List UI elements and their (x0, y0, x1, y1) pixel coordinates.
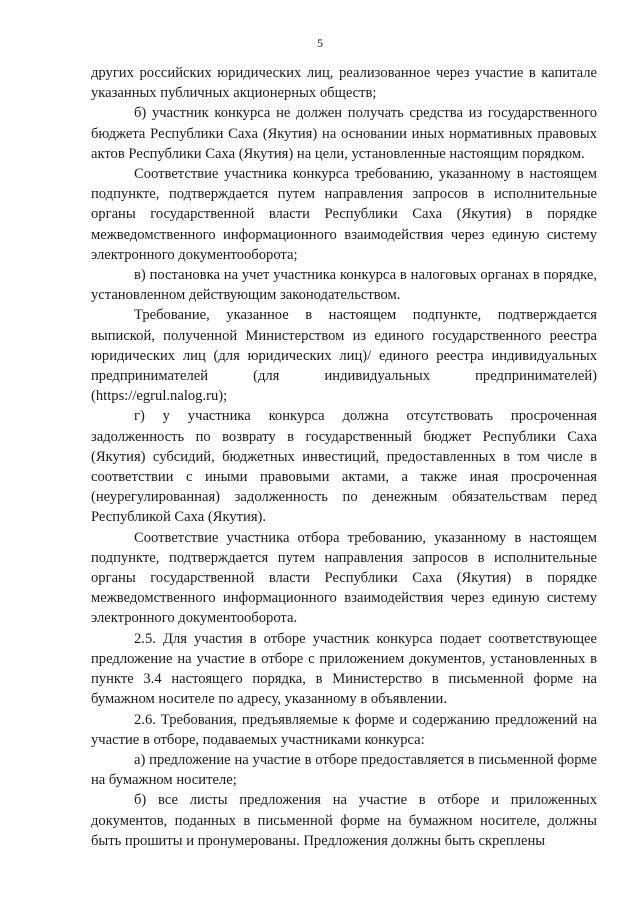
paragraph-item-v: в) постановка на учет участника конкурса в налоговых органах в порядке, установленном действующим законодательством. (91, 267, 597, 304)
paragraph-section-2-6-item-a: а) предложение на участие в отборе предоставляется в письменной форме на бумажном носителе; (91, 751, 597, 789)
paragraph-intro-continuation: других российских юридических лиц, реализованное через участие в капитале указанных публичных акционерных обществ; (91, 65, 597, 102)
paragraph-section-2-5: 2.5. Для участия в отборе участник конкурса подает соответствующее предложение на участие в отборе с приложением документов, установленных в пункте 3.4 настоящего порядка, в Министерство в письменной форме на бумажном носителе по адресу, указанному в объявлении. (91, 630, 597, 708)
paragraph-section-2-6: 2.6. Требования, предъявляемые к форме и содержанию предложений на участие в отборе, подаваемых участниками конкурса: (91, 711, 597, 748)
paragraph-item-v-confirmation: Требование, указанное в настоящем подпункте, подтверждается выпиской, полученной Министерством из единого государственного реестра юридических лиц (для юридических лиц)/ единого реестра индивидуальных предпринимателей (для индивидуальных предпринимателей) (https://egrul.nalog.ru); (91, 307, 597, 405)
paragraph-item-b: б) участник конкурса не должен получать средства из государственного бюджета Республики Саха (Якутия) на основании иных нормативных правовых актов Республики Саха (Якутия) на цели, установленные настоящим порядком. (91, 105, 597, 162)
paragraph-section-2-6-item-b: б) все листы предложения на участие в отборе и приложенных документов, поданных в письменной форме на бумажном носителе, должны быть прошиты и пронумерованы. Предложения должны быть скреплены (91, 792, 597, 849)
page-number: 5 (317, 36, 323, 50)
paragraph-item-g: г) у участника конкурса должна отсутствовать просроченная задолженность по возврату в государственный бюджет Республики Саха (Якутия) субсидий, бюджетных инвестиций, предоставленных в том числе в соответствии с иными правовыми актами, а также иная просроченная (неурегулированная) задолженность по денежным обязательствам перед Республикой Саха (Якутия). (91, 408, 597, 526)
paragraph-item-b-confirmation: Соответствие участника конкурса требованию, указанному в настоящем подпункте, подтверждается путем направления запросов в исполнительные органы государственной власти Республики Саха (Якутия) в порядке межведомственного информационного взаимодействия через единую систему электронного документооборота; (91, 166, 597, 263)
document-body (91, 63, 597, 851)
paragraph-item-g-confirmation: Соответствие участника отбора требованию, указанному в настоящем подпункте, подтверждается путем направления запросов в исполнительные органы государственной власти Республики Саха (Якутия) в порядке межведомственного информационного взаимодействия через единую систему электронного документооборота. (91, 529, 597, 627)
